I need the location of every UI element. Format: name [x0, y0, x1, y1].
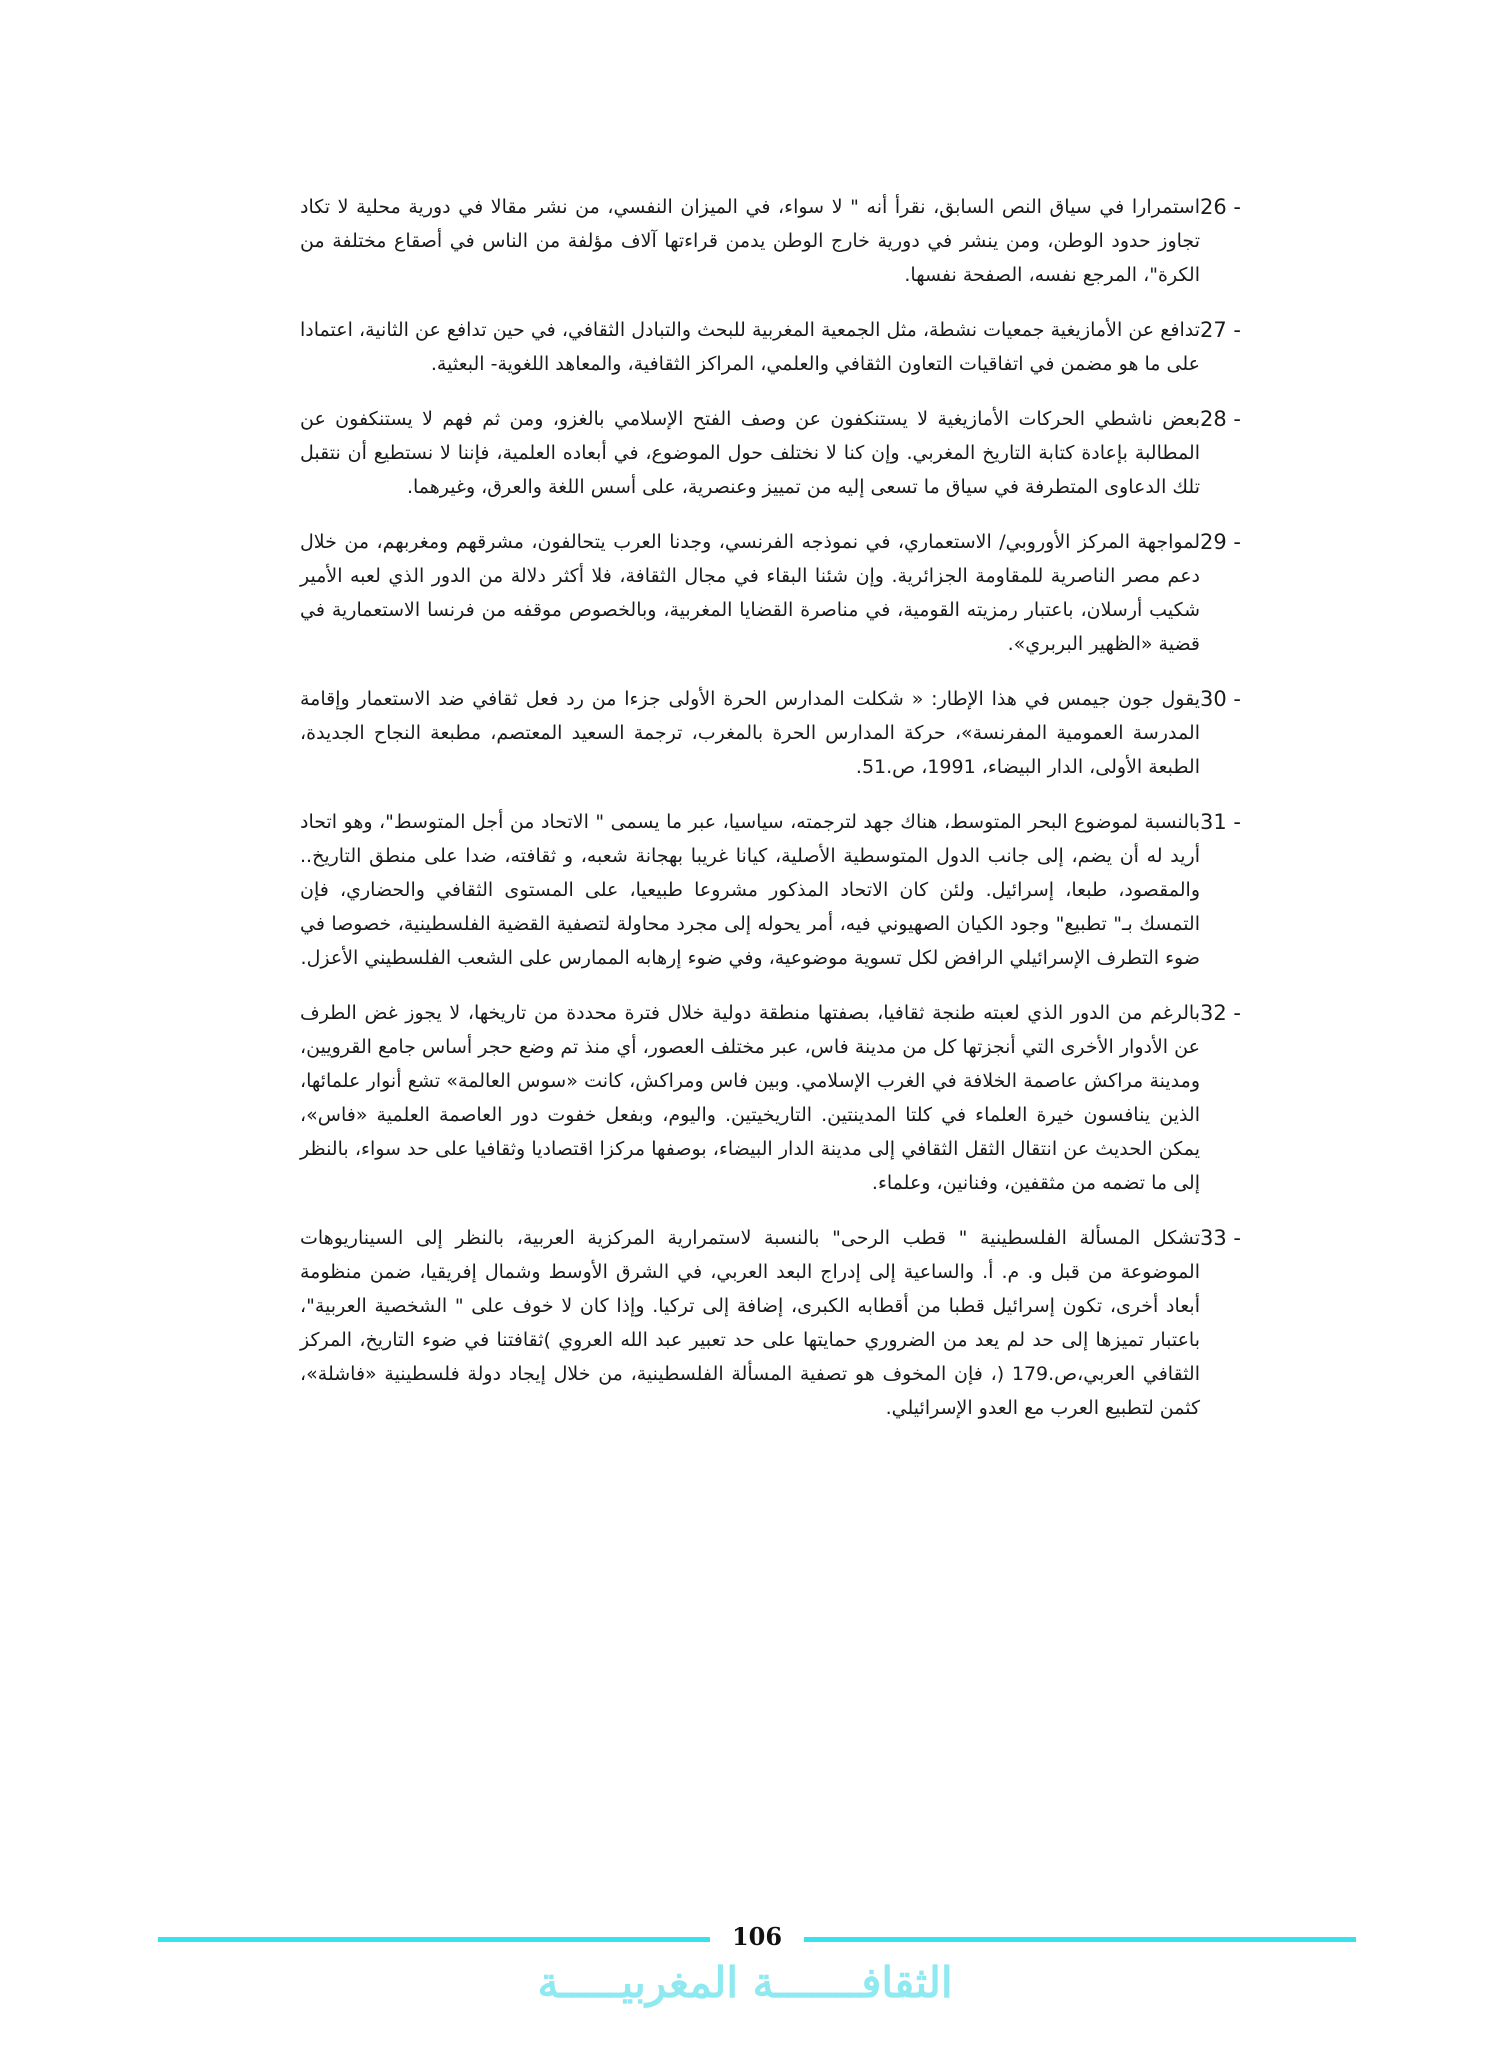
footnote	[300, 313, 1260, 381]
footnote-text: تدافع عن الأمازيغية جمعيات نشطة، مثل الجمعية المغربية للبحث والتبادل الثقافي، في حين تدافع عن الثانية، اعتمادا على ما هو مضمن في اتفاقيات التعاون الثقافي والعلمي، المراكز الثقافية، والمعاهد اللغوية- البعثية.	[300, 319, 1200, 375]
footnote-number: 28 -	[1200, 407, 1241, 431]
footnote-text: استمرارا في سياق النص السابق، نقرأ أنه " لا سواء، في الميزان النفسي، من نشر مقالا في دورية محلية لا تكاد تجاوز حدود الوطن، ومن ينشر في دورية خارج الوطن يدمن قراءتها آلاف مؤلفة من الناس في أصقاع مختلفة من الكرة"، المرجع نفسه، الصفحة نفسها.	[300, 196, 1200, 286]
footnote-text: بالنسبة لموضوع البحر المتوسط، هناك جهد لترجمته، سياسيا، عبر ما يسمى " الاتحاد من أجل المتوسط"، وهو اتحاد أريد له أن يضم، إلى جانب الدول المتوسطية الأصلية، كيانا غريبا بهجانة شعبه، و ثقافته، ضدا على منطق التاريخ.. والمقصود، طبعا، إسرائيل. ولئن كان الاتحاد المذكور مشروعا طبيعيا، على المستوى الثقافي والحضاري، فإن التمسك بـ" تطبيع" وجود الكيان الصهيوني فيه، أمر يحوله إلى مجرد محاولة لتصفية القضية الفلسطينية، خصوصا في ضوء التطرف الإسرائيلي الرافض لكل تسوية موضوعية، وفي ضوء إرهابه الممارس على الشعب الفلسطيني الأعزل.	[300, 811, 1200, 969]
footnote-number: 29 -	[1200, 530, 1241, 554]
footnote-number: 26 -	[1200, 195, 1241, 219]
footnote	[300, 402, 1260, 504]
footnote	[300, 805, 1260, 975]
footnote-number: 32 -	[1200, 1001, 1241, 1025]
footnote-text: تشكل المسألة الفلسطينية " قطب الرحى" بالنسبة لاستمرارية المركزية العربية، بالنظر إلى السيناريوهات الموضوعة من قبل و. م. أ. والساعية إلى إدراج البعد العربي، في الشرق الأوسط وشمال إفريقيا، ضمن منظومة أبعاد أخرى، تكون إسرائيل قطبا من أقطابه الكبرى، إضافة إلى تركيا. وإذا كان لا خوف على " الشخصية العربية"، باعتبار تميزها إلى حد لم يعد من الضروري حمايتها على حد تعبير عبد الله العروي )ثقافتنا في ضوء التاريخ، المركز الثقافي العربي،ص.179 (، فإن المخوف هو تصفية المسألة الفلسطينية، من خلال إيجاد دولة فلسطينية «فاشلة»، كثمن لتطبيع العرب مع العدو الإسرائيلي.	[300, 1227, 1200, 1419]
page-number: 106	[731, 1922, 783, 1951]
footnote	[300, 996, 1260, 1200]
footer-rule-left	[158, 1937, 710, 1942]
footnote	[300, 682, 1260, 784]
footnote-number: 27 -	[1200, 318, 1241, 342]
footnote-number: 31 -	[1200, 810, 1241, 834]
journal-title: الثقافـــــــة المغربيـــــة	[537, 1958, 953, 2007]
footnote-text: بعض ناشطي الحركات الأمازيغية لا يستنكفون عن وصف الفتح الإسلامي بالغزو، ومن ثم فهم لا يستنكفون عن المطالبة بإعادة كتابة التاريخ المغربي. وإن كنا لا نختلف حول الموضوع، في أبعاده العلمية، فإننا لا نستطيع أن نتقبل تلك الدعاوى المتطرفة في سياق ما تسعى إليه من تمييز وعنصرية، على أسس اللغة والعرق، وغيرهما.	[300, 408, 1200, 498]
footnotes-list	[300, 190, 1260, 1446]
footnote-number: 30 -	[1200, 687, 1241, 711]
footnote-text: لمواجهة المركز الأوروبي/ الاستعماري، في نموذجه الفرنسي، وجدنا العرب يتحالفون، مشرقهم ومغربهم، من خلال دعم مصر الناصرية للمقاومة الجزائرية. وإن شئنا البقاء في مجال الثقافة، فلا أكثر دلالة من الدور الذي لعبه الأمير شكيب أرسلان، باعتبار رمزيته القومية، في مناصرة القضايا المغربية، وبالخصوص موقفه من فرنسا الاستعمارية في قضية «الظهير البربري».	[300, 531, 1200, 655]
footnote-number: 33 -	[1200, 1226, 1241, 1250]
footnote-text: يقول جون جيمس في هذا الإطار: « شكلت المدارس الحرة الأولى جزءا من رد فعل ثقافي ضد الاستعمار وإقامة المدرسة العمومية المفرنسة»، حركة المدارس الحرة بالمغرب، ترجمة السعيد المعتصم، مطبعة النجاح الجديدة، الطبعة الأولى، الدار البيضاء، 1991، ص.51.	[300, 688, 1200, 778]
footnote-text: بالرغم من الدور الذي لعبته طنجة ثقافيا، بصفتها منطقة دولية خلال فترة محددة من تاريخها، لا يجوز غض الطرف عن الأدوار الأخرى التي أنجزتها كل من مدينة فاس، عبر مختلف العصور، أي منذ تم وضع حجر أساس جامع القرويين، ومدينة مراكش عاصمة الخلافة في الغرب الإسلامي. وبين فاس ومراكش، كانت «سوس العالمة» تشع أنوار علمائها، الذين ينافسون خيرة العلماء في كلتا المدينتين. التاريخيتين. واليوم، وبفعل خفوت دور العاصمة العلمية «فاس»، يمكن الحديث عن انتقال الثقل الثقافي إلى مدينة الدار البيضاء، بوصفها مركزا اقتصاديا وثقافيا على حد سواء، بالنظر إلى ما تضمه من مثقفين، وفنانين، وعلماء.	[300, 1002, 1200, 1194]
footnote	[300, 525, 1260, 661]
footnote	[300, 190, 1260, 292]
footer-rule-right	[804, 1937, 1356, 1942]
footnote	[300, 1221, 1260, 1425]
